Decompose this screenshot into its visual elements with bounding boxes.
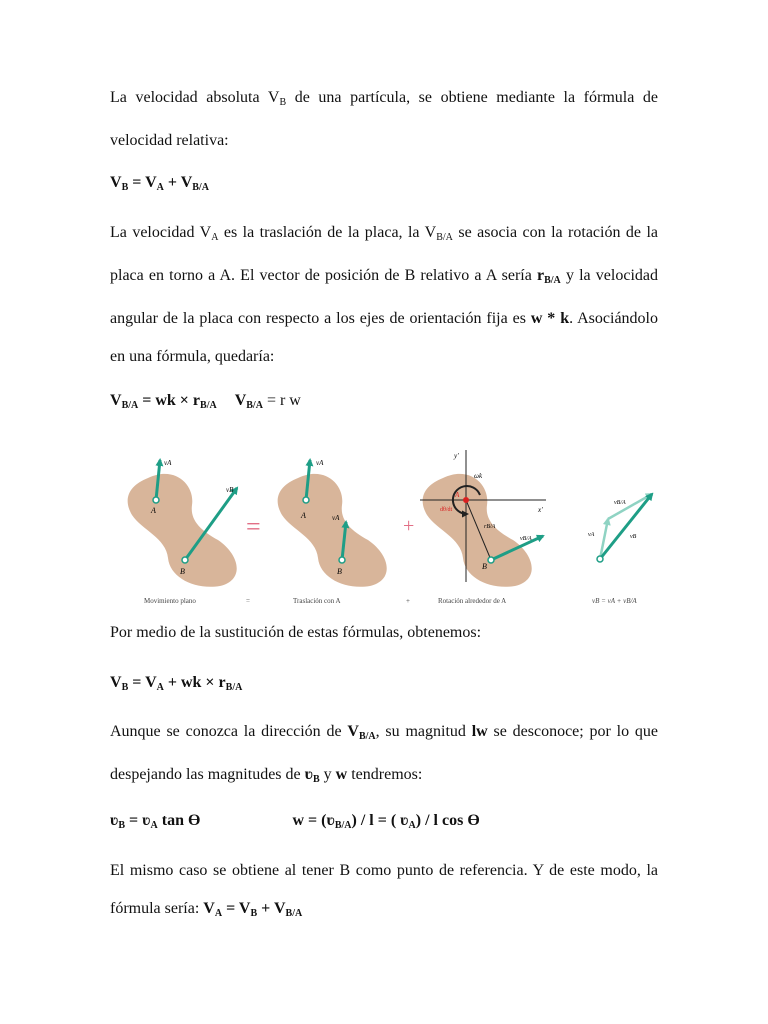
- subscript: B/A: [436, 232, 453, 243]
- bold-text: w * k: [530, 310, 570, 327]
- text: = V: [128, 174, 157, 191]
- subscript: B/A: [192, 182, 209, 193]
- subscript: A: [156, 682, 164, 693]
- bold-text: = wk × r: [138, 392, 201, 409]
- plane-motion-figure: [100, 440, 680, 615]
- label-va: vA: [316, 459, 324, 467]
- bold-text: + V: [257, 900, 286, 917]
- text: La velocidad absoluta V: [110, 89, 280, 106]
- bold-text: V: [110, 392, 122, 409]
- subscript: B/A: [285, 908, 303, 919]
- text: V: [110, 674, 122, 691]
- text: se asocia con la rotación de la placa en torno a A. El vector de posición de B relativo a A sería: [110, 224, 658, 284]
- subscript: B/A: [121, 400, 139, 411]
- text: tan ϴ: [157, 812, 201, 829]
- text: se desconoce; por lo que despejando las magnitudes de: [110, 723, 659, 783]
- text: La velocidad V: [110, 224, 212, 241]
- caption-plus: +: [406, 597, 410, 605]
- paragraph-absolute-velocity: [110, 79, 658, 160]
- text: , su magnitud: [375, 723, 472, 740]
- caption-rotation: Rotación alrededor de A: [438, 597, 507, 605]
- text: Aunque se conozca la dirección de: [110, 723, 348, 740]
- label-a: A: [151, 506, 156, 515]
- bold-text: ʋ: [304, 766, 313, 783]
- text: y: [319, 766, 336, 783]
- bold-text: w: [335, 766, 348, 783]
- subscript: B: [250, 908, 258, 919]
- subscript: B: [313, 774, 320, 785]
- label-vba: vB/A: [614, 500, 626, 506]
- label-yprime: y′: [454, 452, 459, 460]
- vector-triangle: [588, 494, 652, 562]
- subscript: B/A: [544, 275, 561, 286]
- subscript: B/A: [200, 400, 217, 411]
- text: = V: [128, 674, 157, 691]
- caption-plane-motion: Movimiento plano: [144, 597, 196, 605]
- label-vb: vB: [630, 534, 637, 540]
- paragraph-substitution: Por medio de la sustitución de estas fórmulas, obtenemos:: [110, 624, 482, 641]
- paragraph-reference-point: [110, 852, 658, 933]
- equation-substituted: [110, 674, 242, 693]
- text: ʋ: [110, 812, 119, 829]
- bold-text: V: [347, 723, 359, 740]
- text: El mismo caso se obtiene al tener B como punto de referencia. Y de este modo, la fórmula sería:: [110, 862, 658, 917]
- equation-vba: [110, 392, 301, 411]
- figure-captions: [144, 597, 637, 605]
- plate-general-motion: [128, 459, 237, 587]
- subscript: B: [279, 97, 287, 108]
- subscript: B: [121, 182, 129, 193]
- subscript: A: [150, 820, 158, 831]
- label-xprime: x′: [538, 506, 543, 514]
- subscript: A: [156, 182, 164, 193]
- label-rba: rB/A: [484, 524, 496, 530]
- caption-equals: =: [246, 597, 250, 605]
- subscript: B/A: [246, 400, 263, 411]
- text: ) / l cos ϴ: [415, 812, 480, 829]
- bold-text: V: [203, 900, 215, 917]
- label-b: B: [482, 562, 487, 571]
- plus-sign: +: [403, 515, 415, 537]
- text: . Asociándolo en una fórmula, quedaría:: [110, 310, 659, 365]
- paragraph-translation-rotation: [110, 214, 658, 376]
- paragraph-magnitudes: [110, 713, 658, 799]
- plate-translation: [278, 459, 387, 587]
- bold-text: V: [234, 392, 247, 409]
- equals-sign: =: [246, 512, 261, 541]
- subscript: A: [408, 820, 416, 831]
- bold-text: r: [537, 267, 545, 284]
- label-vba: vB/A: [520, 536, 532, 542]
- subscript: B/A: [334, 820, 352, 831]
- label-va: vA: [588, 532, 595, 538]
- label-a: A: [301, 511, 306, 520]
- text: + wk × r: [163, 674, 226, 691]
- text: = ʋ: [125, 812, 151, 829]
- plate-rotation: [420, 450, 546, 587]
- text: ) / l = ( ʋ: [351, 812, 409, 829]
- label-va: vA: [164, 459, 172, 467]
- subscript: B: [118, 820, 126, 831]
- label-b: B: [337, 567, 342, 576]
- caption-vector-sum: vB = vA + vB/A: [592, 597, 637, 605]
- text: es la traslación de la placa, la V: [218, 224, 437, 241]
- text: tendremos:: [347, 766, 423, 783]
- subscript: B/A: [225, 682, 243, 693]
- equation-relative-velocity: [110, 174, 209, 193]
- label-va: vA: [332, 514, 340, 522]
- caption-translation: Traslación con A: [293, 597, 341, 605]
- text: w = (ʋ: [292, 812, 335, 829]
- label-omega-k: ωk: [474, 472, 483, 480]
- text: + V: [163, 174, 193, 191]
- label-dtheta: dθ/dt: [440, 507, 453, 513]
- bold-text: lw: [471, 723, 488, 740]
- label-b: B: [180, 567, 185, 576]
- equation-magnitudes: [110, 812, 480, 831]
- text: y la velocidad angular de la placa con respecto a los ejes de orientación fija es: [110, 267, 658, 327]
- subscript: A: [214, 908, 223, 919]
- text: = r w: [262, 392, 301, 409]
- subscript: B/A: [358, 731, 376, 742]
- label-a: A: [455, 491, 460, 499]
- subscript: A: [211, 232, 219, 243]
- text: de una partícula, se obtiene mediante la fórmula de velocidad relativa:: [110, 89, 659, 149]
- bold-text: = V: [222, 900, 251, 917]
- subscript: B: [121, 682, 129, 693]
- text: V: [110, 174, 122, 191]
- label-vb: vB: [226, 486, 234, 494]
